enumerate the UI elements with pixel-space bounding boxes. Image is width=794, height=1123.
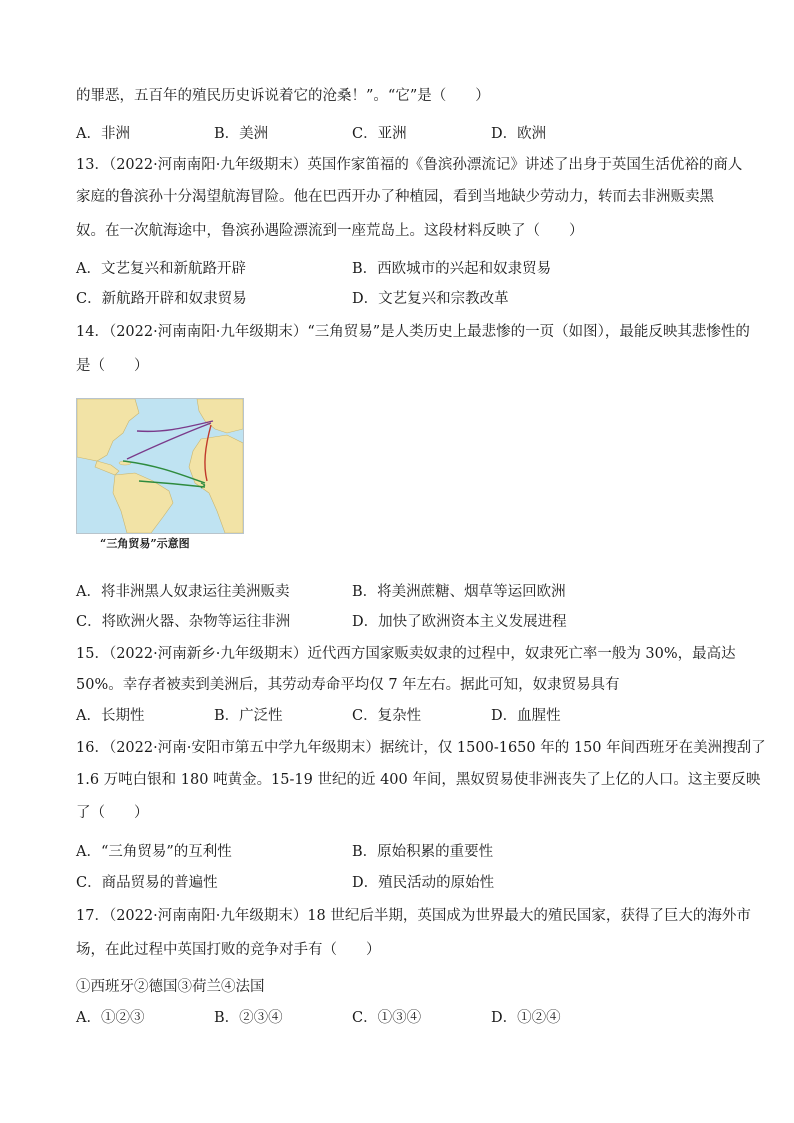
q14-stem-line2: 是（ ） — [76, 358, 149, 374]
q16-option-a[interactable]: A．“三角贸易”的互利性 — [76, 844, 232, 860]
q12-option-c[interactable]: C．亚洲 — [352, 126, 407, 142]
map-caption: “三角贸易”示意图 — [100, 537, 190, 550]
q17-option-a[interactable]: A．①②③ — [76, 1010, 145, 1026]
q16-option-c[interactable]: C．商品贸易的普遍性 — [76, 875, 218, 891]
q12-option-d[interactable]: D．欧洲 — [491, 126, 547, 142]
q17-stem-line2: 场，在此过程中英国打败的竞争对手有（ ） — [76, 942, 381, 958]
q14-option-b[interactable]: B．将美洲蔗糖、烟草等运回欧洲 — [352, 584, 566, 600]
q14-option-c[interactable]: C．将欧洲火器、杂物等运往非洲 — [76, 614, 291, 630]
q13-option-b[interactable]: B．西欧城市的兴起和奴隶贸易 — [352, 261, 552, 277]
q12-option-b[interactable]: B．美洲 — [214, 126, 269, 142]
triangle-trade-map-image — [76, 398, 244, 534]
q13-option-a[interactable]: A．文艺复兴和新航路开辟 — [76, 261, 246, 277]
q14-option-a[interactable]: A．将非洲黑人奴隶运往美洲贩卖 — [76, 584, 290, 600]
q17-stem-line1: 17．（2022·河南南阳·九年级期末）18 世纪后半期，英国成为世界最大的殖民国家，获得了巨大的海外市 — [76, 908, 751, 924]
q15-stem-line2: 50%。幸存者被卖到美洲后，其劳动寿命平均仅 7 年左右。据此可知，奴隶贸易具有 — [76, 677, 620, 693]
q15-option-d[interactable]: D．血腥性 — [491, 708, 561, 724]
q16-stem-line1: 16．（2022·河南·安阳市第五中学九年级期末）据统计，仅 1500-1650 年的 150 年间西班牙在美洲搜刮了 — [76, 740, 766, 756]
q15-option-c[interactable]: C．复杂性 — [352, 708, 422, 724]
q17-option-b[interactable]: B．②③④ — [214, 1010, 283, 1026]
q16-stem-line2: 1.6 万吨白银和 180 吨黄金。15-19 世纪的近 400 年间，黑奴贸易使非洲丧失了上亿的人口。这主要反映 — [76, 772, 761, 788]
q13-stem-line1: 13．（2022·河南南阳·九年级期末）英国作家笛福的《鲁滨孙漂流记》讲述了出身于英国生活优裕的商人 — [76, 157, 743, 173]
q17-items: ①西班牙②德国③荷兰④法国 — [76, 979, 265, 995]
q15-stem-line1: 15．（2022·河南新乡·九年级期末）近代西方国家贩卖奴隶的过程中，奴隶死亡率一般为 30%，最高达 — [76, 646, 736, 662]
q16-option-d[interactable]: D．殖民活动的原始性 — [352, 875, 495, 891]
q12-stem-tail: 的罪恶，五百年的殖民历史诉说着它的沧桑！”。“它”是（ ） — [76, 88, 490, 104]
q14-option-d[interactable]: D．加快了欧洲资本主义发展进程 — [352, 614, 567, 630]
q14-stem-line1: 14．（2022·河南南阳·九年级期末）“三角贸易”是人类历史上最悲惨的一页（如图），最能反映其悲惨性的 — [76, 324, 750, 340]
q13-option-c[interactable]: C．新航路开辟和奴隶贸易 — [76, 291, 247, 307]
q12-option-a[interactable]: A．非洲 — [76, 126, 130, 142]
q17-option-c[interactable]: C．①③④ — [352, 1010, 422, 1026]
q13-stem-line3: 奴。在一次航海途中，鲁滨孙遇险漂流到一座荒岛上。这段材料反映了（ ） — [76, 223, 584, 239]
q15-option-b[interactable]: B．广泛性 — [214, 708, 283, 724]
triangle-trade-map — [76, 398, 244, 534]
q16-stem-line3: 了（ ） — [76, 805, 149, 821]
q17-option-d[interactable]: D．①②④ — [491, 1010, 561, 1026]
q13-stem-line2: 家庭的鲁滨孙十分渴望航海冒险。他在巴西开办了种植园，看到当地缺少劳动力，转而去非洲贩卖黑 — [76, 189, 714, 205]
q15-option-a[interactable]: A．长期性 — [76, 708, 145, 724]
q13-option-d[interactable]: D．文艺复兴和宗教改革 — [352, 291, 509, 307]
q16-option-b[interactable]: B．原始积累的重要性 — [352, 844, 494, 860]
